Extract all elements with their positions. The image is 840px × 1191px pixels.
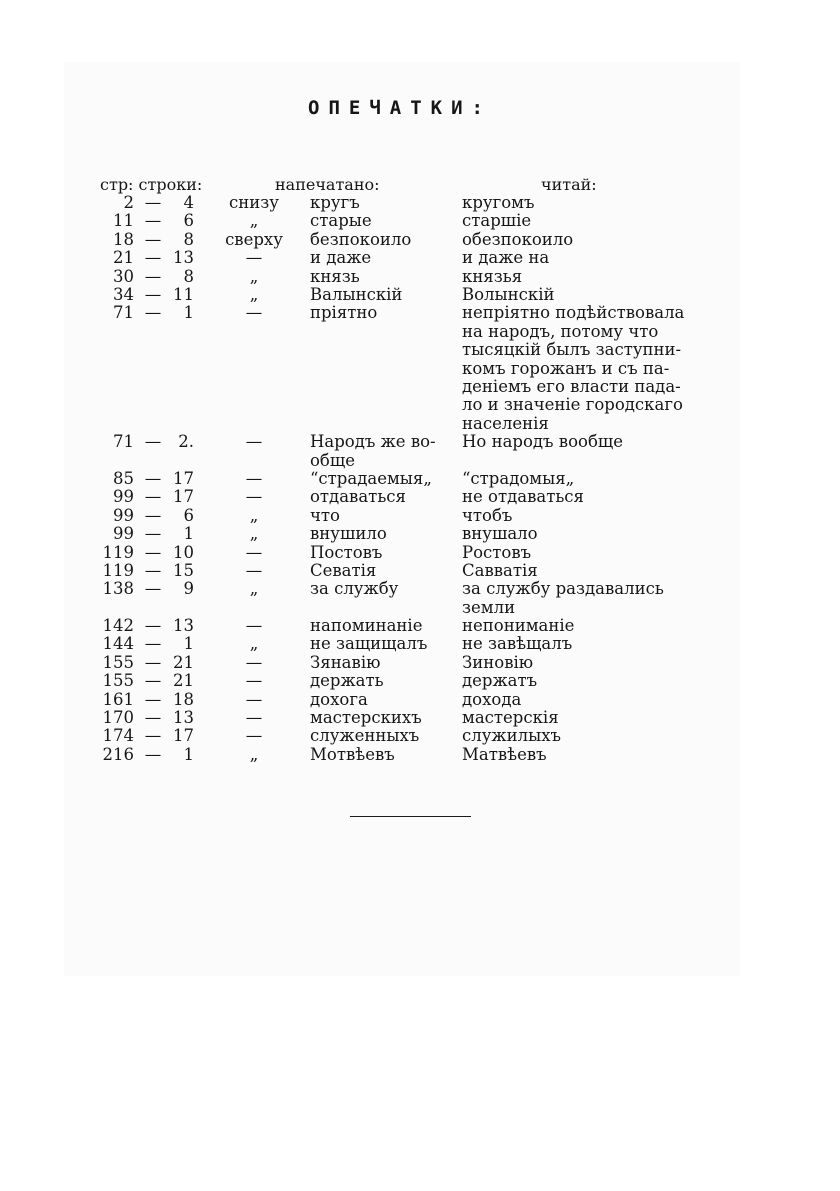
correct-line: Матвѣевъ <box>462 744 547 764</box>
line-number: 1 <box>183 634 194 654</box>
correct-text <box>462 544 712 562</box>
printed-text <box>310 635 456 653</box>
line-number: 9 <box>183 579 194 599</box>
errata-row <box>0 488 840 506</box>
printed-line: безпокоило <box>310 229 412 249</box>
correct-text <box>462 212 712 230</box>
correct-line: внушало <box>462 524 538 544</box>
line-direction: „ <box>249 211 259 231</box>
errata-row <box>0 268 840 286</box>
page-number: 2 <box>123 193 134 212</box>
line-number: 17 <box>173 487 194 507</box>
line-direction: — <box>245 248 263 268</box>
correct-text <box>462 617 712 635</box>
line-number: 18 <box>173 689 194 709</box>
dash-separator: — <box>144 211 162 231</box>
dash-separator: — <box>144 487 162 507</box>
line-number: 13 <box>173 616 194 636</box>
line-direction: „ <box>249 744 259 764</box>
dash-separator: — <box>144 303 162 323</box>
printed-line: князь <box>310 266 360 286</box>
column-headers <box>0 175 840 195</box>
dash-separator: — <box>144 266 162 286</box>
closing-rule <box>350 816 471 817</box>
dash-separator: — <box>144 634 162 654</box>
line-number: 10 <box>173 542 194 562</box>
correct-text <box>462 580 712 617</box>
errata-row <box>0 672 840 690</box>
printed-line: Валынскій <box>310 284 403 304</box>
line-number: 1 <box>183 744 194 764</box>
page-number: 170 <box>102 708 134 728</box>
line-number: 2. <box>178 432 194 452</box>
errata-row <box>0 562 840 580</box>
correct-text <box>462 709 712 727</box>
line-direction: „ <box>249 634 259 654</box>
errata-row <box>0 691 840 709</box>
printed-text <box>310 212 456 230</box>
page-number: 71 <box>113 303 134 323</box>
errata-row <box>0 507 840 525</box>
errata-row <box>0 617 840 635</box>
correct-text <box>462 562 712 580</box>
errata-row <box>0 470 840 488</box>
page-number: 142 <box>102 616 134 636</box>
line-direction: — <box>245 487 263 507</box>
line-number: 8 <box>183 229 194 249</box>
line-number: 1 <box>183 524 194 544</box>
printed-line: “страдаемыя„ <box>310 468 432 488</box>
correct-line: держатъ <box>462 671 538 691</box>
correct-line: непониманіе <box>462 616 575 636</box>
correct-text <box>462 727 712 745</box>
correct-line: непріятно подѣйствовала <box>462 303 685 323</box>
line-direction: — <box>245 652 263 672</box>
printed-text <box>310 580 456 598</box>
errata-row <box>0 286 840 304</box>
line-direction: — <box>245 708 263 728</box>
printed-text <box>310 691 456 709</box>
printed-line: Севатія <box>310 560 377 580</box>
printed-line: старые <box>310 211 372 231</box>
correct-line: мастерскія <box>462 708 559 728</box>
printed-line: и даже <box>310 248 372 268</box>
page-number: 119 <box>102 560 134 580</box>
printed-text <box>310 544 456 562</box>
printed-text <box>310 562 456 580</box>
dash-separator: — <box>144 726 162 746</box>
dash-separator: — <box>144 432 162 452</box>
printed-line: Зянавію <box>310 652 381 672</box>
page-number: 85 <box>113 468 134 488</box>
page-number: 99 <box>113 505 134 525</box>
errata-table <box>0 194 840 764</box>
line-number: 11 <box>173 284 194 304</box>
line-direction: — <box>245 468 263 488</box>
line-direction: — <box>245 303 263 323</box>
printed-text <box>310 525 456 543</box>
correct-text <box>462 746 712 764</box>
page-number: 21 <box>113 248 134 268</box>
line-direction: — <box>245 726 263 746</box>
printed-text <box>310 709 456 727</box>
correct-line: Но народъ вообще <box>462 432 623 452</box>
correct-line: на народъ, потому что <box>462 321 659 341</box>
correct-text <box>462 525 712 543</box>
correct-text <box>462 268 712 286</box>
page-number: 99 <box>113 487 134 507</box>
printed-line: отдаваться <box>310 487 406 507</box>
page-number: 30 <box>113 266 134 286</box>
correct-text <box>462 249 712 267</box>
header-printed: напечатано: <box>275 175 380 194</box>
dash-separator: — <box>144 248 162 268</box>
line-direction: — <box>245 671 263 691</box>
correct-line: “страдомыя„ <box>462 468 575 488</box>
correct-text <box>462 691 712 709</box>
correct-line: земли <box>462 597 516 617</box>
printed-text <box>310 727 456 745</box>
errata-row <box>0 304 840 433</box>
printed-text <box>310 304 456 322</box>
errata-row <box>0 231 840 249</box>
printed-line: обще <box>310 450 355 470</box>
correct-text <box>462 194 712 212</box>
printed-line: внушило <box>310 524 387 544</box>
line-number: 17 <box>173 726 194 746</box>
correct-line: деніемъ его власти пада- <box>462 376 681 396</box>
page-number: 155 <box>102 671 134 691</box>
page-number: 18 <box>113 229 134 249</box>
printed-line: что <box>310 505 340 525</box>
correct-line: комъ горожанъ и съ па- <box>462 358 670 378</box>
page-title: ОПЕЧАТКИ: <box>308 97 492 119</box>
dash-separator: — <box>144 193 162 212</box>
correct-line: князья <box>462 266 523 286</box>
line-direction: „ <box>249 579 259 599</box>
page-number: 155 <box>102 652 134 672</box>
line-number: 21 <box>173 671 194 691</box>
printed-line: Постовъ <box>310 542 383 562</box>
page-number: 34 <box>113 284 134 304</box>
errata-row <box>0 635 840 653</box>
printed-text <box>310 617 456 635</box>
correct-line: кругомъ <box>462 193 535 212</box>
printed-text <box>310 433 456 470</box>
errata-row <box>0 525 840 543</box>
correct-line: чтобъ <box>462 505 513 525</box>
correct-text <box>462 286 712 304</box>
header-read: читай: <box>541 175 597 194</box>
line-direction: — <box>245 432 263 452</box>
correct-line: Волынскій <box>462 284 555 304</box>
printed-line: не защищалъ <box>310 634 428 654</box>
page-number: 216 <box>102 744 134 764</box>
printed-text <box>310 488 456 506</box>
correct-text <box>462 654 712 672</box>
printed-text <box>310 654 456 672</box>
line-number: 1 <box>183 303 194 323</box>
dash-separator: — <box>144 708 162 728</box>
page-number: 174 <box>102 726 134 746</box>
printed-text <box>310 268 456 286</box>
dash-separator: — <box>144 616 162 636</box>
errata-row <box>0 194 840 212</box>
printed-text <box>310 470 456 488</box>
printed-line: Народъ же во- <box>310 432 436 452</box>
printed-text <box>310 746 456 764</box>
errata-row <box>0 727 840 745</box>
errata-row <box>0 212 840 230</box>
correct-line: и даже на <box>462 248 550 268</box>
correct-line: ло и значеніе городскаго <box>462 395 683 415</box>
printed-line: Мотвѣевъ <box>310 744 395 764</box>
dash-separator: — <box>144 744 162 764</box>
page-number: 138 <box>102 579 134 599</box>
correct-text <box>462 672 712 690</box>
dash-separator: — <box>144 560 162 580</box>
correct-text <box>462 231 712 249</box>
dash-separator: — <box>144 468 162 488</box>
printed-line: мастерскихъ <box>310 708 422 728</box>
correct-text <box>462 304 712 433</box>
errata-row <box>0 580 840 617</box>
correct-text <box>462 635 712 653</box>
printed-text <box>310 672 456 690</box>
correct-line: обезпокоило <box>462 229 574 249</box>
dash-separator: — <box>144 284 162 304</box>
printed-text <box>310 231 456 249</box>
correct-line: старшіе <box>462 211 532 231</box>
page-number: 161 <box>102 689 134 709</box>
errata-row <box>0 654 840 672</box>
page-number: 144 <box>102 634 134 654</box>
printed-text <box>310 507 456 525</box>
dash-separator: — <box>144 579 162 599</box>
correct-text <box>462 433 712 451</box>
dash-separator: — <box>144 524 162 544</box>
line-direction: — <box>245 689 263 709</box>
line-number: 17 <box>173 468 194 488</box>
printed-line: дохога <box>310 689 368 709</box>
correct-line: Ростовъ <box>462 542 532 562</box>
correct-line: не отдаваться <box>462 487 584 507</box>
printed-line: кругъ <box>310 193 360 212</box>
line-number: 6 <box>183 211 194 231</box>
dash-separator: — <box>144 542 162 562</box>
page-number: 11 <box>113 211 134 231</box>
line-direction: — <box>245 560 263 580</box>
page-number: 71 <box>113 432 134 452</box>
line-number: 21 <box>173 652 194 672</box>
dash-separator: — <box>144 652 162 672</box>
line-direction: — <box>245 542 263 562</box>
line-number: 13 <box>173 248 194 268</box>
errata-row <box>0 709 840 727</box>
line-number: 8 <box>183 266 194 286</box>
correct-text <box>462 507 712 525</box>
errata-row <box>0 433 840 470</box>
line-direction: снизу <box>229 193 279 212</box>
printed-line: держать <box>310 671 384 691</box>
correct-text <box>462 470 712 488</box>
dash-separator: — <box>144 229 162 249</box>
correct-line: населенія <box>462 413 549 433</box>
line-number: 6 <box>183 505 194 525</box>
dash-separator: — <box>144 505 162 525</box>
line-direction: сверху <box>225 229 283 249</box>
printed-text <box>310 286 456 304</box>
correct-line: Зиновію <box>462 652 534 672</box>
line-number: 4 <box>183 193 194 212</box>
printed-line: пріятно <box>310 303 378 323</box>
line-direction: — <box>245 616 263 636</box>
dash-separator: — <box>144 671 162 691</box>
correct-line: Савватія <box>462 560 538 580</box>
printed-text <box>310 249 456 267</box>
printed-line: за службу <box>310 579 399 599</box>
line-direction: „ <box>249 266 259 286</box>
errata-row <box>0 544 840 562</box>
printed-line: служенныхъ <box>310 726 420 746</box>
page-number: 119 <box>102 542 134 562</box>
printed-text <box>310 194 456 212</box>
line-number: 15 <box>173 560 194 580</box>
header-page-line: стр: строки: <box>100 175 203 194</box>
line-number: 13 <box>173 708 194 728</box>
correct-line: служилыхъ <box>462 726 562 746</box>
correct-text <box>462 488 712 506</box>
line-direction: „ <box>249 284 259 304</box>
correct-line: дохода <box>462 689 522 709</box>
page-number: 99 <box>113 524 134 544</box>
dash-separator: — <box>144 689 162 709</box>
line-direction: „ <box>249 505 259 525</box>
errata-row <box>0 746 840 764</box>
correct-line: не завѣщалъ <box>462 634 573 654</box>
printed-line: напоминаніе <box>310 616 423 636</box>
errata-row <box>0 249 840 267</box>
correct-line: за службу раздавались <box>462 579 664 599</box>
correct-line: тысяцкій былъ заступни- <box>462 340 682 360</box>
line-direction: „ <box>249 524 259 544</box>
